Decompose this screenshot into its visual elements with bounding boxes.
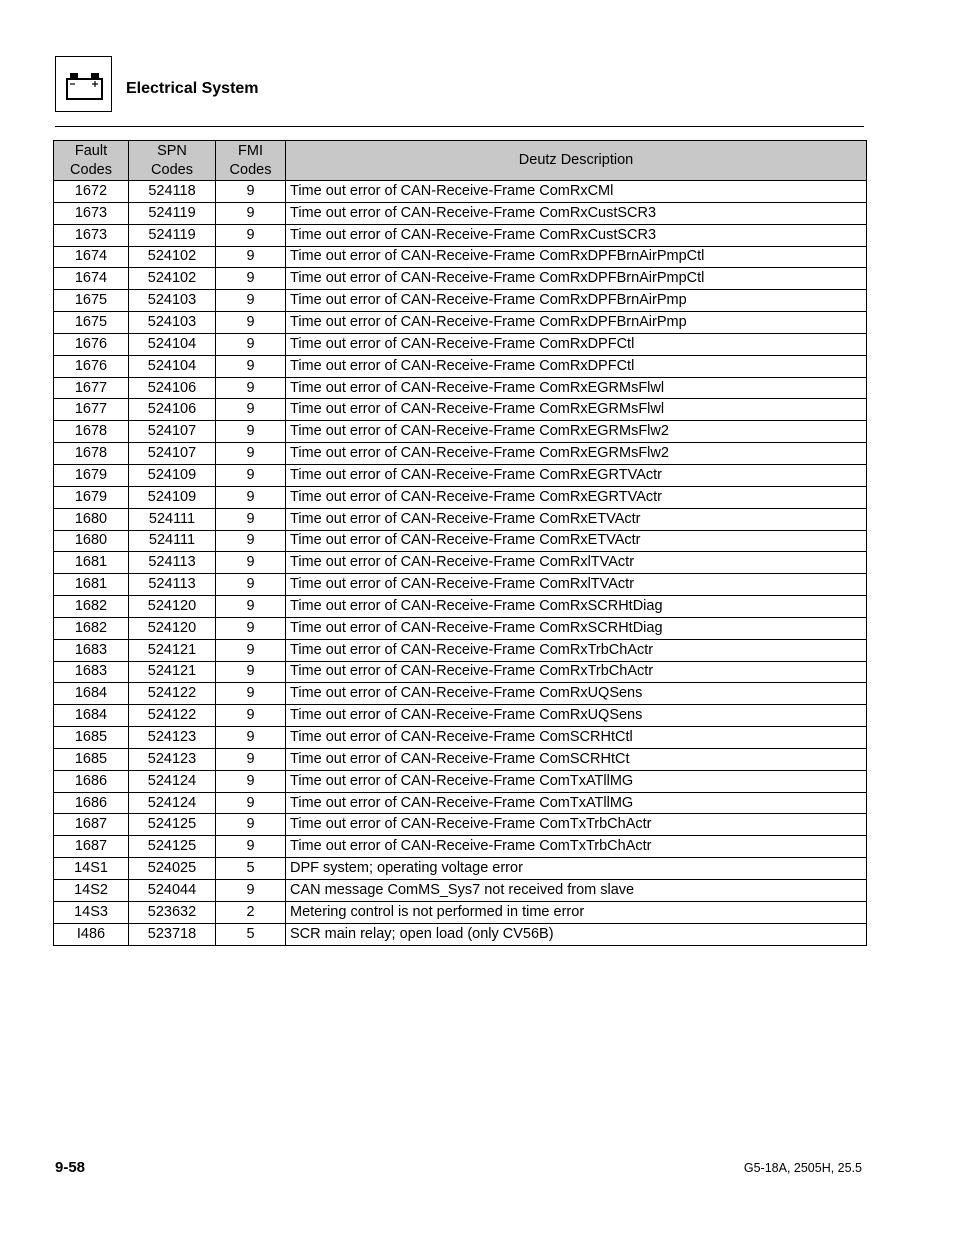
table-row [54, 836, 867, 858]
fault-code-cell: 1678 [54, 443, 129, 465]
table-row [54, 464, 867, 486]
spn-code-cell: 524125 [129, 814, 216, 836]
spn-code-cell: 524102 [129, 268, 216, 290]
fmi-code-cell: 5 [216, 923, 286, 945]
fault-code-cell: 1677 [54, 377, 129, 399]
fmi-code-cell: 9 [216, 268, 286, 290]
spn-code-cell: 524122 [129, 683, 216, 705]
fmi-code-cell: 5 [216, 858, 286, 880]
table-row [54, 639, 867, 661]
spn-code-cell: 524122 [129, 705, 216, 727]
fault-code-cell: 1686 [54, 792, 129, 814]
fmi-code-cell: 9 [216, 727, 286, 749]
description-cell: SCR main relay; open load (only CV56B) [286, 923, 867, 945]
spn-code-cell: 524121 [129, 639, 216, 661]
description-cell: Time out error of CAN-Receive-Frame ComRxEGRMsFlwl [286, 399, 867, 421]
table-row [54, 181, 867, 203]
header-line: Codes [151, 161, 193, 178]
spn-code-cell: 524121 [129, 661, 216, 683]
fault-code-cell: 1683 [54, 661, 129, 683]
spn-code-cell: 523718 [129, 923, 216, 945]
fault-code-cell: 1680 [54, 530, 129, 552]
fmi-code-cell: 9 [216, 530, 286, 552]
description-cell: Time out error of CAN-Receive-Frame ComRxEGRMsFlw2 [286, 421, 867, 443]
table-row [54, 617, 867, 639]
description-cell: Time out error of CAN-Receive-Frame ComSCRHtCtl [286, 727, 867, 749]
table-row [54, 486, 867, 508]
spn-code-cell: 524106 [129, 399, 216, 421]
description-cell: Time out error of CAN-Receive-Frame ComRxDPFBrnAirPmpCtl [286, 268, 867, 290]
fault-code-cell: I486 [54, 923, 129, 945]
fmi-code-cell: 9 [216, 181, 286, 203]
col-header-description [286, 141, 867, 181]
description-cell: Time out error of CAN-Receive-Frame ComRxSCRHtDiag [286, 617, 867, 639]
fault-code-cell: 1676 [54, 333, 129, 355]
table-row [54, 443, 867, 465]
fault-code-cell: 1679 [54, 464, 129, 486]
fault-code-cell: 1682 [54, 596, 129, 618]
fault-code-cell: 1683 [54, 639, 129, 661]
description-cell: Metering control is not performed in time error [286, 901, 867, 923]
spn-code-cell: 524044 [129, 880, 216, 902]
header-line: Codes [70, 161, 112, 178]
description-cell: Time out error of CAN-Receive-Frame ComRxUQSens [286, 683, 867, 705]
spn-code-cell: 524125 [129, 836, 216, 858]
table-body [54, 181, 867, 946]
description-cell: CAN message ComMS_Sys7 not received from slave [286, 880, 867, 902]
table-row [54, 202, 867, 224]
col-header-fmi-codes [216, 141, 286, 181]
fault-code-cell: 1681 [54, 552, 129, 574]
table-row [54, 399, 867, 421]
fmi-code-cell: 9 [216, 770, 286, 792]
fmi-code-cell: 9 [216, 574, 286, 596]
description-cell: Time out error of CAN-Receive-Frame ComSCRHtCt [286, 748, 867, 770]
description-cell: Time out error of CAN-Receive-Frame ComRxETVActr [286, 508, 867, 530]
fmi-code-cell: 9 [216, 836, 286, 858]
fmi-code-cell: 9 [216, 814, 286, 836]
description-cell: Time out error of CAN-Receive-Frame ComRxDPFCtl [286, 333, 867, 355]
fmi-code-cell: 9 [216, 880, 286, 902]
spn-code-cell: 523632 [129, 901, 216, 923]
spn-code-cell: 524025 [129, 858, 216, 880]
table-row [54, 661, 867, 683]
document-reference: G5-18A, 2505H, 25.5 [743, 1161, 862, 1175]
spn-code-cell: 524119 [129, 202, 216, 224]
table-row [54, 224, 867, 246]
fmi-code-cell: 9 [216, 202, 286, 224]
description-cell: Time out error of CAN-Receive-Frame ComTxATllMG [286, 770, 867, 792]
fmi-code-cell: 9 [216, 683, 286, 705]
fault-code-cell: 1687 [54, 836, 129, 858]
spn-code-cell: 524111 [129, 530, 216, 552]
fmi-code-cell: 9 [216, 486, 286, 508]
description-cell: Time out error of CAN-Receive-Frame ComRxDPFBrnAirPmp [286, 290, 867, 312]
table-row [54, 421, 867, 443]
fault-code-cell: 1675 [54, 312, 129, 334]
fault-code-cell: 14S1 [54, 858, 129, 880]
fmi-code-cell: 9 [216, 399, 286, 421]
table-row [54, 748, 867, 770]
fmi-code-cell: 9 [216, 792, 286, 814]
description-cell: Time out error of CAN-Receive-Frame ComRxSCRHtDiag [286, 596, 867, 618]
description-cell: Time out error of CAN-Receive-Frame ComRxTrbChActr [286, 661, 867, 683]
description-cell: Time out error of CAN-Receive-Frame ComRxDPFBrnAirPmpCtl [286, 246, 867, 268]
fmi-code-cell: 9 [216, 508, 286, 530]
table-row [54, 333, 867, 355]
table-row [54, 923, 867, 945]
table-row [54, 880, 867, 902]
fault-code-cell: 1684 [54, 683, 129, 705]
fault-code-cell: 1673 [54, 224, 129, 246]
fault-code-cell: 1672 [54, 181, 129, 203]
fault-code-cell: 1687 [54, 814, 129, 836]
header-line: Fault [74, 142, 108, 159]
table-row [54, 814, 867, 836]
table-row [54, 792, 867, 814]
spn-code-cell: 524120 [129, 596, 216, 618]
table-row [54, 770, 867, 792]
fault-code-cell: 1677 [54, 399, 129, 421]
fault-code-cell: 1685 [54, 748, 129, 770]
fmi-code-cell: 9 [216, 617, 286, 639]
table-row [54, 574, 867, 596]
description-cell: Time out error of CAN-Receive-Frame ComRxlTVActr [286, 574, 867, 596]
fault-code-cell: 14S2 [54, 880, 129, 902]
fault-codes-table [53, 140, 867, 946]
spn-code-cell: 524109 [129, 464, 216, 486]
fault-code-cell: 1681 [54, 574, 129, 596]
fault-code-cell: 1674 [54, 268, 129, 290]
fault-code-cell: 1686 [54, 770, 129, 792]
table-row [54, 246, 867, 268]
fault-code-cell: 1679 [54, 486, 129, 508]
description-cell: Time out error of CAN-Receive-Frame ComRxCustSCR3 [286, 202, 867, 224]
description-cell: Time out error of CAN-Receive-Frame ComRxEGRTVActr [286, 486, 867, 508]
description-cell: Time out error of CAN-Receive-Frame ComRxlTVActr [286, 552, 867, 574]
table-row [54, 596, 867, 618]
fmi-code-cell: 2 [216, 901, 286, 923]
fmi-code-cell: 9 [216, 639, 286, 661]
table-row [54, 312, 867, 334]
table-header-row [54, 141, 867, 181]
spn-code-cell: 524124 [129, 770, 216, 792]
section-title: Electrical System [126, 80, 259, 97]
description-cell: Time out error of CAN-Receive-Frame ComRxEGRMsFlwl [286, 377, 867, 399]
table-row [54, 290, 867, 312]
table-row [54, 530, 867, 552]
header-line: Deutz Description [518, 152, 634, 168]
header-line: FMI [238, 142, 263, 159]
spn-code-cell: 524109 [129, 486, 216, 508]
fmi-code-cell: 9 [216, 552, 286, 574]
table-row [54, 727, 867, 749]
fmi-code-cell: 9 [216, 246, 286, 268]
description-cell: Time out error of CAN-Receive-Frame ComRxTrbChActr [286, 639, 867, 661]
fault-code-cell: 1676 [54, 355, 129, 377]
spn-code-cell: 524120 [129, 617, 216, 639]
battery-icon-box [55, 56, 112, 112]
fault-code-cell: 1684 [54, 705, 129, 727]
fault-code-cell: 1685 [54, 727, 129, 749]
table-row [54, 268, 867, 290]
spn-code-cell: 524124 [129, 792, 216, 814]
spn-code-cell: 524107 [129, 421, 216, 443]
fmi-code-cell: 9 [216, 464, 286, 486]
spn-code-cell: 524103 [129, 312, 216, 334]
table-row [54, 377, 867, 399]
fmi-code-cell: 9 [216, 748, 286, 770]
spn-code-cell: 524119 [129, 224, 216, 246]
fault-code-cell: 1675 [54, 290, 129, 312]
spn-code-cell: 524104 [129, 355, 216, 377]
description-cell: Time out error of CAN-Receive-Frame ComRxCustSCR3 [286, 224, 867, 246]
description-cell: Time out error of CAN-Receive-Frame ComRxDPFCtl [286, 355, 867, 377]
spn-code-cell: 524104 [129, 333, 216, 355]
col-header-spn-codes [129, 141, 216, 181]
description-cell: Time out error of CAN-Receive-Frame ComRxCMl [286, 181, 867, 203]
spn-code-cell: 524113 [129, 552, 216, 574]
fault-code-cell: 1678 [54, 421, 129, 443]
description-cell: Time out error of CAN-Receive-Frame ComRxEGRTVActr [286, 464, 867, 486]
fmi-code-cell: 9 [216, 596, 286, 618]
fault-code-cell: 1682 [54, 617, 129, 639]
header-divider [55, 126, 864, 127]
spn-code-cell: 524123 [129, 748, 216, 770]
description-cell: Time out error of CAN-Receive-Frame ComTxATllMG [286, 792, 867, 814]
page-number: 9-58 [55, 1159, 86, 1176]
fmi-code-cell: 9 [216, 421, 286, 443]
fmi-code-cell: 9 [216, 443, 286, 465]
spn-code-cell: 524118 [129, 181, 216, 203]
fault-code-cell: 14S3 [54, 901, 129, 923]
fmi-code-cell: 9 [216, 224, 286, 246]
table-row [54, 705, 867, 727]
description-cell: DPF system; operating voltage error [286, 858, 867, 880]
fmi-code-cell: 9 [216, 290, 286, 312]
spn-code-cell: 524111 [129, 508, 216, 530]
spn-code-cell: 524123 [129, 727, 216, 749]
fmi-code-cell: 9 [216, 355, 286, 377]
fmi-code-cell: 9 [216, 333, 286, 355]
fault-code-cell: 1674 [54, 246, 129, 268]
fmi-code-cell: 9 [216, 377, 286, 399]
spn-code-cell: 524103 [129, 290, 216, 312]
fault-code-cell: 1673 [54, 202, 129, 224]
header-line: SPN [157, 142, 187, 159]
description-cell: Time out error of CAN-Receive-Frame ComRxDPFBrnAirPmp [286, 312, 867, 334]
table-row [54, 858, 867, 880]
fmi-code-cell: 9 [216, 312, 286, 334]
fmi-code-cell: 9 [216, 661, 286, 683]
spn-code-cell: 524106 [129, 377, 216, 399]
table-row [54, 355, 867, 377]
spn-code-cell: 524107 [129, 443, 216, 465]
spn-code-cell: 524102 [129, 246, 216, 268]
table-row [54, 508, 867, 530]
description-cell: Time out error of CAN-Receive-Frame ComRxEGRMsFlw2 [286, 443, 867, 465]
battery-icon [56, 57, 113, 113]
fmi-code-cell: 9 [216, 705, 286, 727]
table-row [54, 901, 867, 923]
spn-code-cell: 524113 [129, 574, 216, 596]
description-cell: Time out error of CAN-Receive-Frame ComRxETVActr [286, 530, 867, 552]
description-cell: Time out error of CAN-Receive-Frame ComRxUQSens [286, 705, 867, 727]
header-line: Codes [229, 161, 272, 178]
table-row [54, 552, 867, 574]
description-cell: Time out error of CAN-Receive-Frame ComTxTrbChActr [286, 814, 867, 836]
fault-code-cell: 1680 [54, 508, 129, 530]
col-header-fault-codes [54, 141, 129, 181]
table-row [54, 683, 867, 705]
description-cell: Time out error of CAN-Receive-Frame ComTxTrbChActr [286, 836, 867, 858]
